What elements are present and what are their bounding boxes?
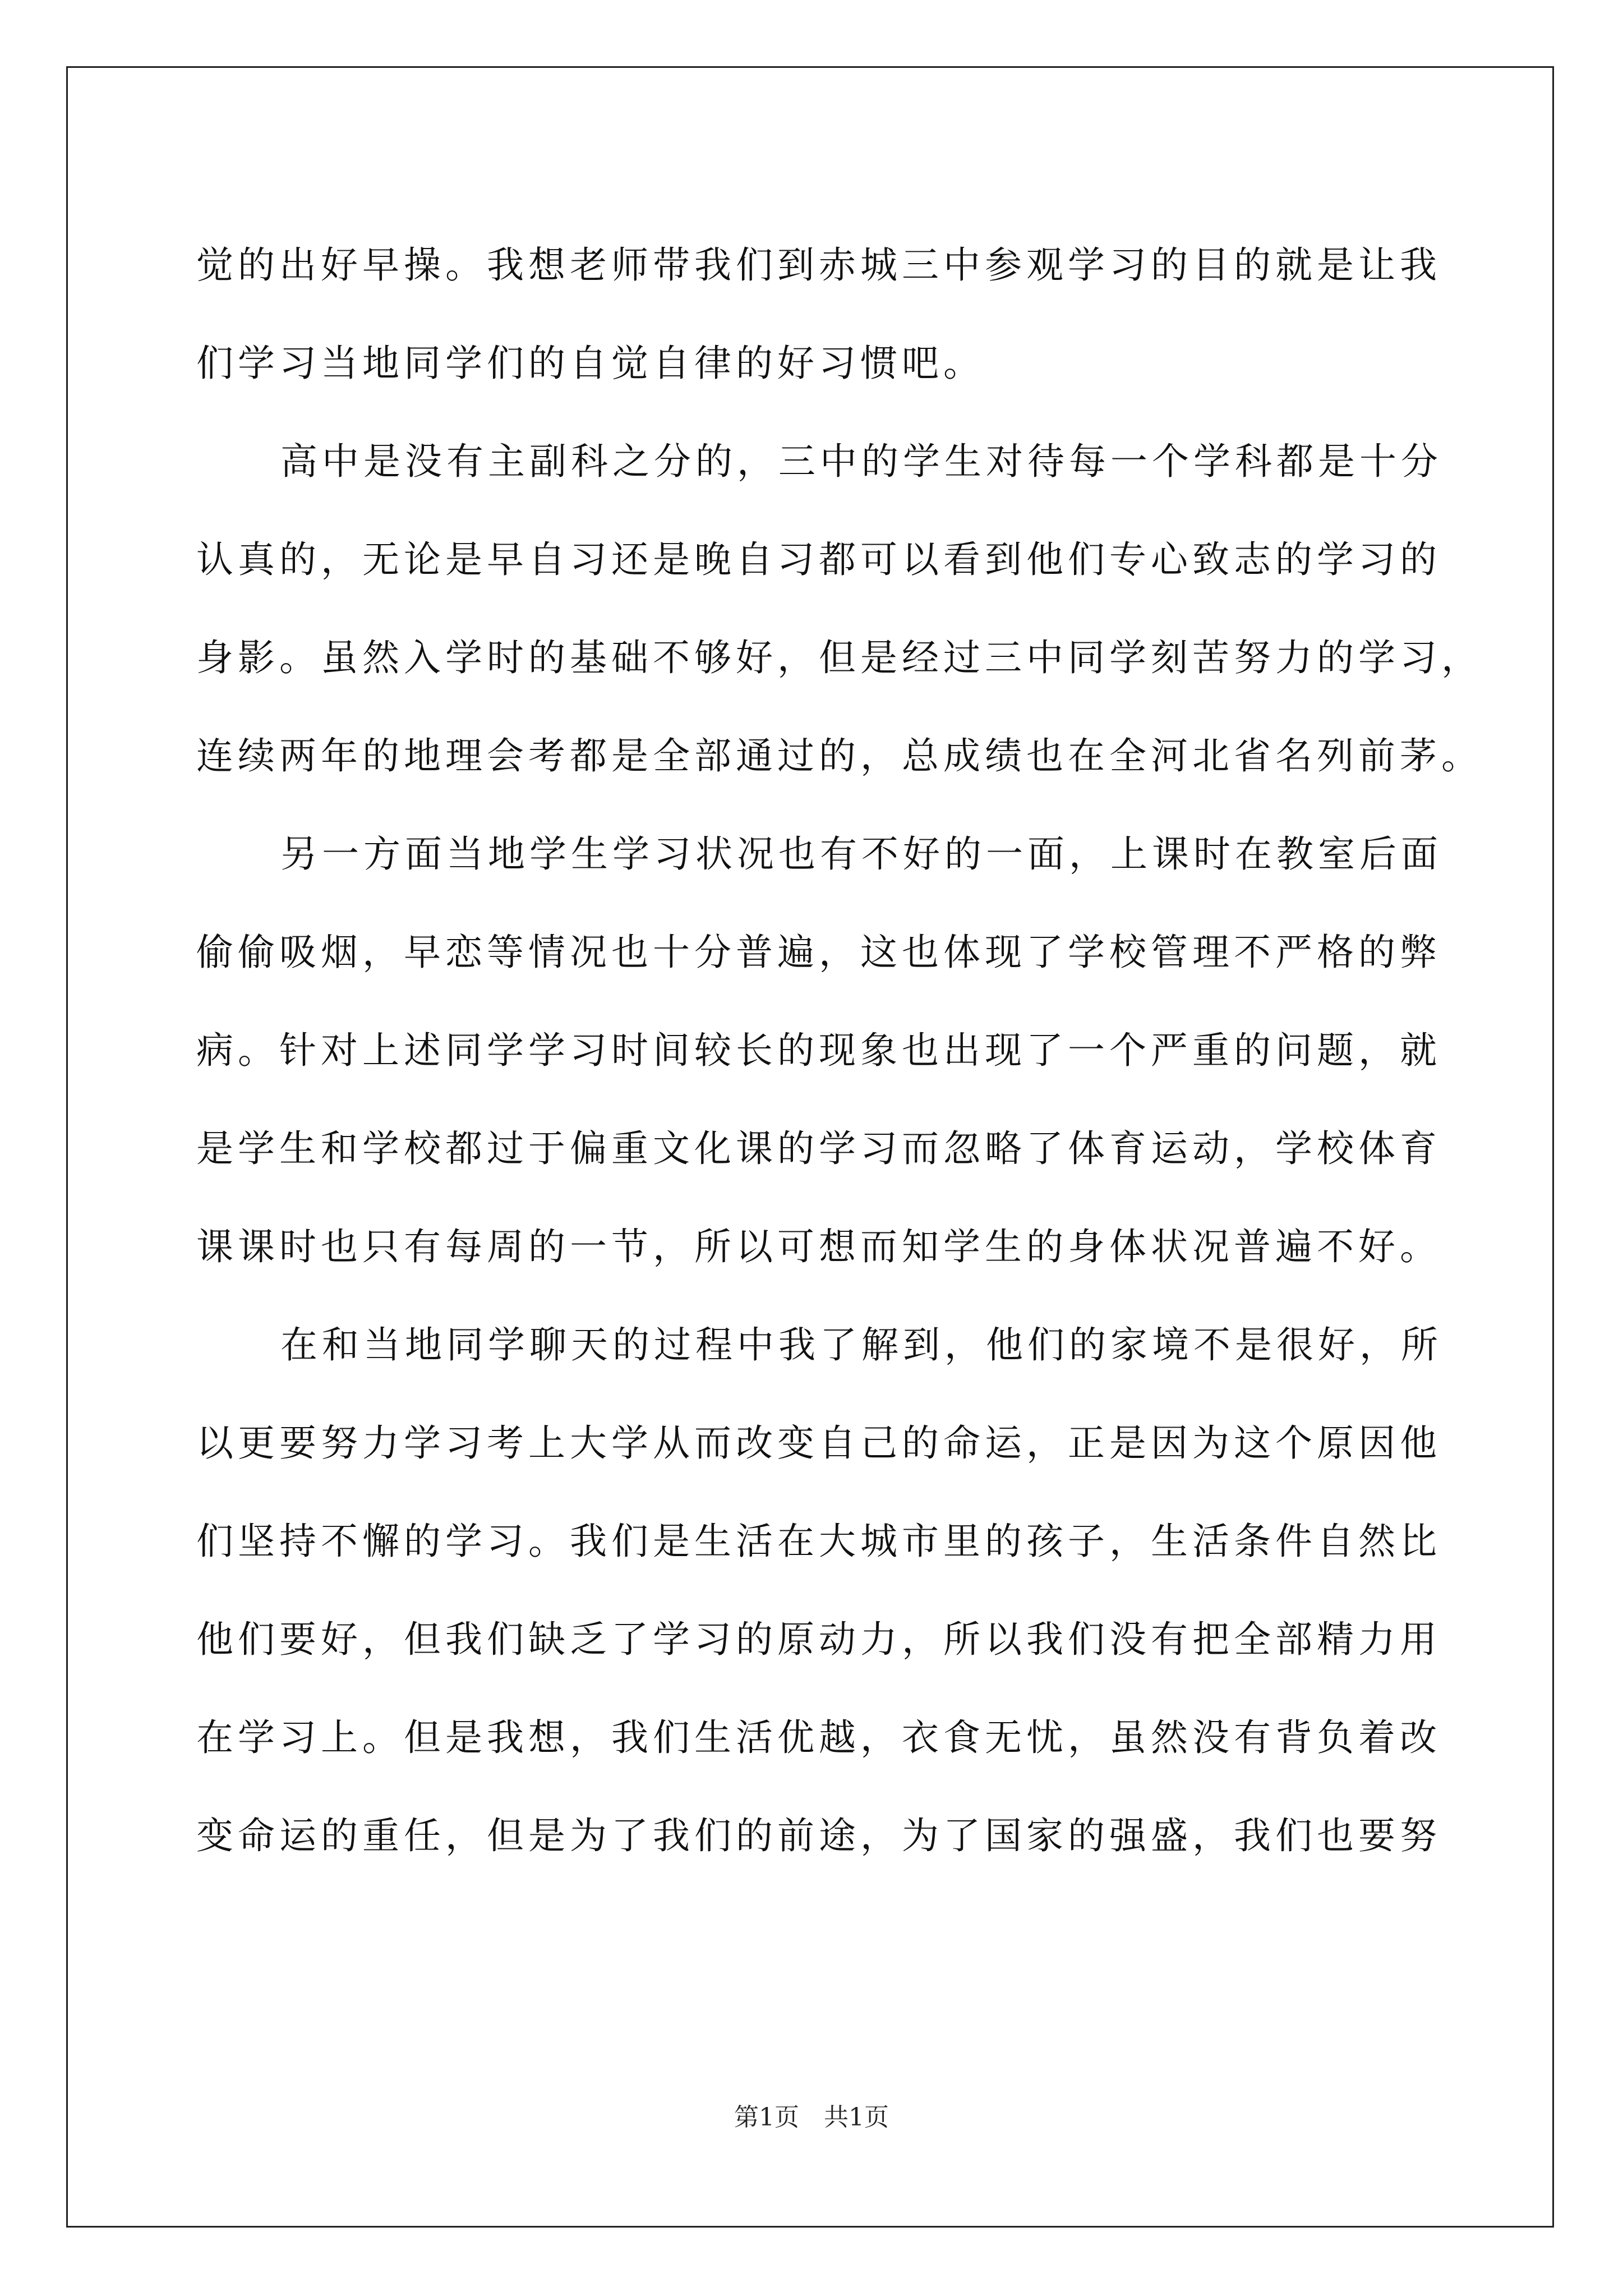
text-line: 他们要好，但我们缺乏了学习的原动力，所以我们没有把全部精力用 — [196, 1618, 1441, 1661]
text-line: 在学习上。但是我想，我们生活优越，衣食无忧，虽然没有背负着改 — [196, 1716, 1441, 1759]
text-line: 们学习当地同学们的自觉自律的好习惯吧。 — [196, 342, 985, 385]
text-line: 变命运的重任，但是为了我们的前途，为了国家的强盛，我们也要努 — [196, 1814, 1441, 1857]
text-line: 以更要努力学习考上大学从而改变自己的命运，正是因为这个原因他 — [196, 1421, 1441, 1465]
text-line: 认真的，无论是早自习还是晚自习都可以看到他们专心致志的学习的 — [196, 538, 1441, 581]
text-line: 病。针对上述同学学习时间较长的现象也出现了一个严重的问题，就 — [196, 1029, 1441, 1072]
text-line: 偷偷吸烟，早恋等情况也十分普遍，这也体现了学校管理不严格的弊 — [196, 931, 1441, 974]
page-number-footer: 第1页 共1页 — [734, 2103, 889, 2132]
paragraph-start-line: 另一方面当地学生学习状况也有不好的一面，上课时在教室后面 — [280, 832, 1442, 876]
paragraph-start-line: 高中是没有主副科之分的，三中的学生对待每一个学科都是十分 — [280, 440, 1442, 483]
text-line: 连续两年的地理会考都是全部通过的，总成绩也在全河北省名列前茅。 — [196, 734, 1483, 777]
text-line: 是学生和学校都过于偏重文化课的学习而忽略了体育运动，学校体育 — [196, 1127, 1441, 1170]
document-body — [196, 216, 1483, 1885]
paragraph-start-line: 在和当地同学聊天的过程中我了解到，他们的家境不是很好，所 — [280, 1323, 1442, 1366]
text-line: 觉的出好早操。我想老师带我们到赤城三中参观学习的目的就是让我 — [196, 243, 1441, 287]
text-line: 们坚持不懈的学习。我们是生活在大城市里的孩子，生活条件自然比 — [196, 1520, 1441, 1563]
text-line: 课课时也只有每周的一节，所以可想而知学生的身体状况普遍不好。 — [196, 1225, 1441, 1268]
text-line: 身影。虽然入学时的基础不够好，但是经过三中同学刻苦努力的学习， — [196, 636, 1483, 679]
